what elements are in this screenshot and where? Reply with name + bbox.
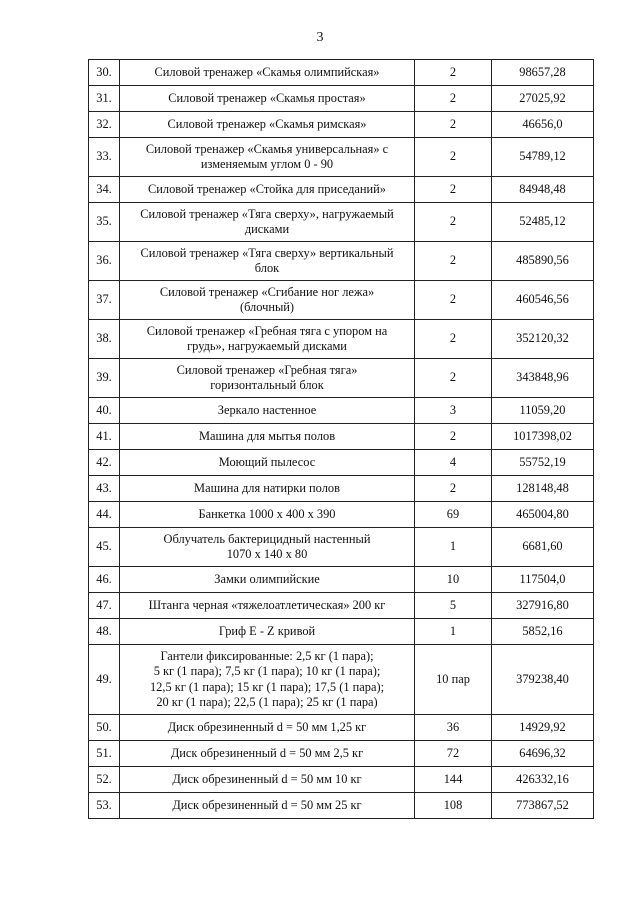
table-row	[89, 60, 594, 86]
item-price: 52485,12	[492, 203, 594, 242]
item-name-line: Силовой тренажер «Тяга сверху» вертикальный	[140, 245, 394, 260]
item-name-line: Силовой тренажер «Гребная тяга»	[176, 362, 358, 377]
item-name	[120, 793, 415, 819]
item-name-line: блок	[254, 261, 280, 275]
item-name-line: Силовой тренажер «Сгибание ног лежа»	[159, 284, 375, 299]
item-name-line: Замки олимпийские	[214, 571, 320, 586]
item-name	[120, 715, 415, 741]
item-name-line: Банкетка 1000 х 400 х 390	[198, 506, 336, 521]
item-name-line: Зеркало настенное	[217, 402, 317, 417]
item-price: 14929,92	[492, 715, 594, 741]
item-quantity: 2	[415, 138, 492, 177]
item-name-line: Облучатель бактерицидный настенный	[163, 531, 371, 546]
row-number: 36.	[89, 242, 120, 281]
item-name-line: Машина для натирки полов	[194, 480, 340, 495]
item-quantity: 2	[415, 281, 492, 320]
item-name	[120, 645, 415, 715]
item-price: 773867,52	[492, 793, 594, 819]
row-number: 50.	[89, 715, 120, 741]
row-number: 49.	[89, 645, 120, 715]
item-name	[120, 450, 415, 476]
item-name-line: (блочный)	[239, 300, 295, 314]
item-price: 352120,32	[492, 320, 594, 359]
item-name	[120, 398, 415, 424]
item-name	[120, 741, 415, 767]
table-row	[89, 619, 594, 645]
item-price: 46656,0	[492, 112, 594, 138]
row-number: 31.	[89, 86, 120, 112]
item-quantity: 108	[415, 793, 492, 819]
item-quantity: 2	[415, 112, 492, 138]
item-price: 55752,19	[492, 450, 594, 476]
item-name	[120, 528, 415, 567]
table-row	[89, 112, 594, 138]
item-price: 64696,32	[492, 741, 594, 767]
item-price: 54789,12	[492, 138, 594, 177]
item-price: 1017398,02	[492, 424, 594, 450]
item-name-line: Диск обрезиненный d = 50 мм 2,5 кг	[170, 745, 364, 760]
item-name	[120, 359, 415, 398]
table-row	[89, 715, 594, 741]
item-name-line: горизонтальный блок	[210, 378, 324, 392]
item-name	[120, 177, 415, 203]
row-number: 32.	[89, 112, 120, 138]
item-quantity: 3	[415, 398, 492, 424]
row-number: 47.	[89, 593, 120, 619]
row-number: 45.	[89, 528, 120, 567]
item-quantity: 4	[415, 450, 492, 476]
item-name-line: 12,5 кг (1 пара); 15 кг (1 пара); 17,5 (1 пара);	[149, 679, 385, 694]
item-name-line: Силовой тренажер «Скамья универсальная» с	[145, 141, 389, 156]
table-row	[89, 138, 594, 177]
table-row	[89, 741, 594, 767]
item-name-line: Диск обрезиненный d = 50 мм 1,25 кг	[167, 719, 367, 734]
table-row	[89, 320, 594, 359]
item-quantity: 2	[415, 60, 492, 86]
item-name-line: изменяемым углом 0 - 90	[200, 157, 334, 171]
item-name-line: Силовой тренажер «Скамья римская»	[167, 116, 367, 131]
item-name	[120, 86, 415, 112]
table-row	[89, 528, 594, 567]
item-name-line: Силовой тренажер «Тяга сверху», нагружаемый	[140, 206, 394, 221]
row-number: 37.	[89, 281, 120, 320]
item-quantity: 10 пар	[415, 645, 492, 715]
row-number: 42.	[89, 450, 120, 476]
item-name-line: грудь», нагружаемый дисками	[187, 339, 347, 353]
row-number: 51.	[89, 741, 120, 767]
item-price: 84948,48	[492, 177, 594, 203]
row-number: 40.	[89, 398, 120, 424]
row-number: 33.	[89, 138, 120, 177]
item-quantity: 2	[415, 424, 492, 450]
item-name	[120, 138, 415, 177]
item-name-line: Диск обрезиненный d = 50 мм 25 кг	[172, 797, 362, 812]
item-price: 5852,16	[492, 619, 594, 645]
item-price: 98657,28	[492, 60, 594, 86]
item-quantity: 36	[415, 715, 492, 741]
row-number: 38.	[89, 320, 120, 359]
item-price: 379238,40	[492, 645, 594, 715]
item-name-line: Моющий пылесос	[218, 454, 316, 469]
table-row	[89, 398, 594, 424]
item-name	[120, 567, 415, 593]
item-price: 327916,80	[492, 593, 594, 619]
item-price: 343848,96	[492, 359, 594, 398]
row-number: 48.	[89, 619, 120, 645]
item-name-line: Силовой тренажер «Гребная тяга с упором на	[146, 323, 388, 338]
item-quantity: 2	[415, 242, 492, 281]
row-number: 39.	[89, 359, 120, 398]
item-quantity: 1	[415, 619, 492, 645]
table-row	[89, 177, 594, 203]
item-name-line: Силовой тренажер «Скамья простая»	[168, 90, 366, 105]
item-quantity: 144	[415, 767, 492, 793]
table-row	[89, 593, 594, 619]
item-quantity: 2	[415, 359, 492, 398]
item-name-line: 20 кг (1 пара); 22,5 (1 пара); 25 кг (1 пара)	[156, 695, 378, 709]
item-name-line: Силовой тренажер «Скамья олимпийская»	[154, 64, 380, 79]
item-name	[120, 767, 415, 793]
table-row	[89, 450, 594, 476]
item-quantity: 2	[415, 177, 492, 203]
item-name-line: Диск обрезиненный d = 50 мм 10 кг	[172, 771, 362, 786]
table-row	[89, 476, 594, 502]
item-name	[120, 60, 415, 86]
item-name	[120, 502, 415, 528]
row-number: 52.	[89, 767, 120, 793]
table-row	[89, 502, 594, 528]
item-name-line: дисками	[244, 222, 290, 236]
row-number: 46.	[89, 567, 120, 593]
equipment-table-body	[89, 60, 594, 819]
table-row	[89, 242, 594, 281]
row-number: 44.	[89, 502, 120, 528]
item-quantity: 5	[415, 593, 492, 619]
item-name	[120, 593, 415, 619]
item-name-line: 1070 х 140 х 80	[226, 547, 308, 561]
page-number: 3	[316, 30, 324, 45]
item-quantity: 69	[415, 502, 492, 528]
item-quantity: 1	[415, 528, 492, 567]
item-name	[120, 112, 415, 138]
row-number: 53.	[89, 793, 120, 819]
item-name-line: Гантели фиксированные: 2,5 кг (1 пара);	[160, 648, 374, 663]
row-number: 35.	[89, 203, 120, 242]
table-row	[89, 424, 594, 450]
item-price: 117504,0	[492, 567, 594, 593]
item-quantity: 2	[415, 476, 492, 502]
row-number: 43.	[89, 476, 120, 502]
table-row	[89, 645, 594, 715]
item-name-line: 5 кг (1 пара); 7,5 кг (1 пара); 10 кг (1 пара);	[153, 664, 381, 678]
item-name-line: Штанга черная «тяжелоатлетическая» 200 кг	[148, 597, 386, 612]
item-name	[120, 424, 415, 450]
item-quantity: 2	[415, 320, 492, 359]
table-row	[89, 281, 594, 320]
item-name-line: Силовой тренажер «Стойка для приседаний»	[148, 181, 386, 196]
row-number: 41.	[89, 424, 120, 450]
item-price: 465004,80	[492, 502, 594, 528]
item-price: 460546,56	[492, 281, 594, 320]
table-row	[89, 86, 594, 112]
item-price: 128148,48	[492, 476, 594, 502]
table-row	[89, 359, 594, 398]
table-row	[89, 203, 594, 242]
equipment-table	[88, 59, 594, 819]
item-name	[120, 320, 415, 359]
item-price: 485890,56	[492, 242, 594, 281]
item-price: 426332,16	[492, 767, 594, 793]
item-name	[120, 242, 415, 281]
item-name	[120, 203, 415, 242]
item-quantity: 72	[415, 741, 492, 767]
item-quantity: 10	[415, 567, 492, 593]
item-name	[120, 476, 415, 502]
row-number: 34.	[89, 177, 120, 203]
item-quantity: 2	[415, 203, 492, 242]
item-price: 11059,20	[492, 398, 594, 424]
item-price: 27025,92	[492, 86, 594, 112]
table-row	[89, 567, 594, 593]
item-name-line: Гриф E - Z кривой	[218, 623, 316, 638]
table-row	[89, 793, 594, 819]
row-number: 30.	[89, 60, 120, 86]
item-name	[120, 281, 415, 320]
item-name-line: Машина для мытья полов	[198, 428, 336, 443]
item-price: 6681,60	[492, 528, 594, 567]
item-quantity: 2	[415, 86, 492, 112]
item-name	[120, 619, 415, 645]
table-row	[89, 767, 594, 793]
